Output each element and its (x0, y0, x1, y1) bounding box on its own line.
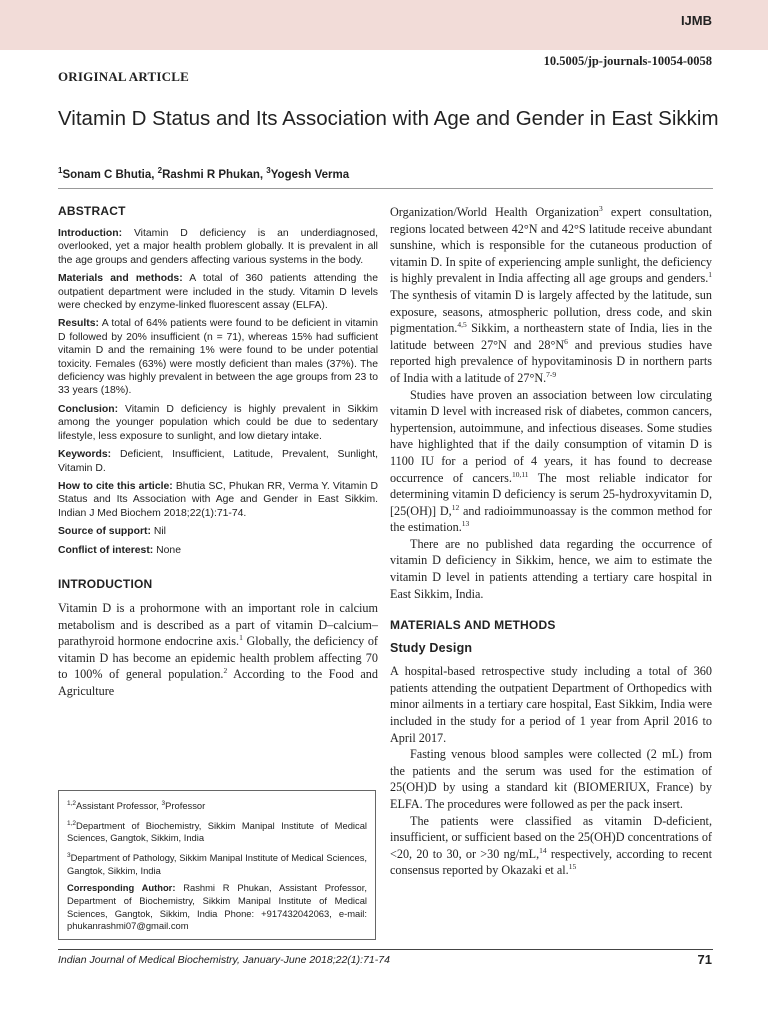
text-run: and radioimmunoassay is the common method for the estimation. (390, 503, 712, 535)
citation-ref: 10,11 (511, 469, 529, 479)
abstract-label: Source of support: (58, 526, 151, 538)
methods-heading: MATERIALS AND METHODS (390, 618, 556, 633)
author-list (58, 166, 349, 181)
text-run: expert consultation, regions located between 42°N and 42°S latitude receive abundant sunshine, which is responsible for the cutaneous production of vitamin D. In spite of experiencing ample sunlight, the deficiency is highly prevalent in India affecting all age groups and genders. (390, 205, 712, 286)
text-run: Professor (165, 800, 206, 812)
introduction-heading: INTRODUCTION (58, 576, 153, 591)
footer-divider (58, 949, 713, 950)
citation-ref: 1 (708, 270, 712, 280)
journal-header-band (0, 0, 768, 50)
abstract-label: Materials and methods: (58, 273, 183, 285)
text-run: and previous studies have reported high prevalence of hypovitaminosis D in northern parts of India with a latitude of 27°N. (390, 337, 712, 385)
affiliation-line (67, 818, 367, 845)
abstract-text: A total of 360 patients attending the outpatient department were included in the study. Vitamin D levels were checked by enzyme-linked fluorescent assay (ELFA). (58, 273, 378, 312)
author-affiliation-mark: 1 (58, 166, 63, 175)
abstract-heading: ABSTRACT (58, 204, 126, 218)
methods-paragraph-2: Fasting venous blood samples were collected (2 mL) from the patients and the serum was used for the estimation of 25(OH)D by using a standard kit (BIOMERIUX, France) by ELFA. The procedures were followed as per the pack insert. (390, 747, 712, 811)
abstract-text: A total of 64% patients were found to be deficient in vitamin D followed by 20% insufficient (n = 71), whereas 15% had sufficient vitamin D and the remaining 1% were found to be under potential toxicity. Females (63%) were mostly deficient than males (37%). The deficiency was highly prevalent in between the age groups from 23 to 33 years (18%). (58, 318, 378, 397)
text-run: Department of Pathology, Sikkim Manipal Institute of Medical Sciences, Gangtok, Sikkim, India (67, 852, 367, 876)
citation-ref: 12 (451, 502, 460, 512)
doi: 10.5005/jp-journals-10054-0058 (543, 54, 712, 68)
introduction-paragraph-1-continued (390, 204, 712, 387)
introduction-paragraph-2 (390, 387, 712, 536)
citation-ref: 1,2 (67, 800, 77, 807)
abstract-text: Vitamin D deficiency is an underdiagnosed, overlooked, yet a major health problem globally. It is prevalent in all the age groups and genders affecting various systems in the body. (58, 228, 378, 266)
author-name: Rashmi R Phukan, (162, 168, 267, 181)
affiliation-box (58, 790, 376, 940)
article-title: Vitamin D Status and Its Association with Age and Gender in East Sikkim (58, 107, 719, 130)
page-number: 71 (697, 952, 712, 967)
citation-ref: 1 (239, 633, 243, 643)
corresponding-author-label: Corresponding Author: (67, 882, 176, 894)
abstract-paragraph (58, 403, 378, 443)
abstract-label: Keywords: (58, 449, 112, 461)
affiliation-line (67, 850, 367, 877)
abstract-text: Bhutia SC, Phukan RR, Verma Y. Vitamin D Status and Its Association with Age and Gender in East Sikkim. Indian J Med Biochem 2018;22(1):71-74. (58, 480, 378, 519)
abstract-text: Vitamin D deficiency is highly prevalent in Sikkim among the younger population which could be due to sedentary lifestyle, less exposure to sunlight, and low dietary intake. (58, 403, 378, 442)
abstract-paragraph (58, 227, 378, 267)
abstract-body (58, 227, 378, 557)
citation-ref: 15 (568, 862, 577, 872)
abstract-paragraph (58, 272, 378, 312)
corresponding-author (67, 882, 367, 932)
citation-ref: 1,2 (67, 819, 77, 827)
left-column (58, 204, 378, 700)
text-run: Sikkim, a northeastern state of India, lies in the latitude between 27°N and 28°N (390, 321, 712, 352)
abstract-paragraph (58, 448, 378, 475)
article-type: ORIGINAL ARTICLE (58, 69, 189, 84)
footer-journal-citation: Indian Journal of Medical Biochemistry, January-June 2018;22(1):71-74 (58, 954, 390, 966)
corresponding-author-details: Rashmi R Phukan, Assistant Professor, Department of Biochemistry, Sikkim Manipal Institute of Medical Sciences, Gangtok, Sikkim, India Phone: +917432042063, e-mail: phukanrashmi07@gmail.com (67, 882, 367, 932)
text-run: The patients were classified as vitamin D-deficient, insufficient, or sufficient based on the 25(OH)D concentrations of <20, 20 to 30, or >30 ng/mL, (390, 813, 712, 861)
abstract-label: How to cite this article: (58, 480, 173, 492)
affiliation-lines (67, 798, 367, 877)
abstract-label: Results: (58, 318, 99, 330)
text-run: Department of Biochemistry, Sikkim Manipal Institute of Medical Sciences, Gangtok, Sikkim, India (67, 819, 367, 844)
affiliation-line (67, 798, 367, 813)
methods-paragraph-1: A hospital-based retrospective study including a total of 360 patients attending the outpatient Department of Orthopedics with minor ailments in a tertiary care hospital, East Sikkim, India were included in the study for a period of 1 year from April 2016 to April 2017. (390, 664, 712, 745)
author-affiliation-mark: 2 (157, 166, 163, 175)
introduction-paragraph-3: There are no published data regarding the occurrence of vitamin D deficiency in Sikkim, hence, we aim to estimate the vitamin D level in patients attending a tertiary care hospital in East Sikkim, India. (390, 536, 712, 601)
abstract-paragraph (58, 544, 378, 557)
methods-paragraph-3 (390, 813, 712, 879)
text-run: According to the Food and Agriculture (58, 667, 378, 698)
text-run: respectively, according to recent consensus reported by Okazaki et al. (390, 846, 712, 878)
text-run: The most reliable indicator for determining vitamin D deficiency is serum 25-hydroxyvitamin D, [25(OH)] D, (390, 470, 712, 518)
author-affiliation-mark: 3 (266, 166, 271, 175)
citation-ref: 2 (223, 666, 228, 676)
author-name: Sonam C Bhutia, (62, 168, 158, 181)
study-design-subheading: Study Design (390, 641, 473, 656)
citation-ref: 3 (67, 852, 71, 860)
introduction-paragraph-1 (58, 600, 378, 700)
abstract-label: Introduction: (58, 228, 123, 239)
citation-ref: 3 (161, 800, 166, 807)
author-name: Yogesh Verma (270, 168, 350, 181)
text-run: Organization/World Health Organization (390, 205, 599, 219)
text-run: Assistant Professor, (76, 800, 162, 812)
text-run: Globally, the deficiency of vitamin D has become an epidemic health problem affecting 70 to 100% of general population. (58, 634, 378, 682)
abstract-text: Deficient, Insufficient, Latitude, Prevalent, Sunlight, Vitamin D. (58, 449, 378, 474)
citation-ref: 7-9 (546, 369, 557, 379)
citation-ref: 13 (461, 519, 470, 529)
text-run: The synthesis of vitamin D is largely affected by the latitude, sun exposure, seasons, atmospheric pollution, dress code, and skin pigmentation. (390, 287, 712, 336)
abstract-label: Conflict of interest: (58, 544, 154, 556)
abstract-paragraph (58, 480, 378, 520)
abstract-paragraph (58, 525, 378, 538)
citation-ref: 3 (599, 203, 603, 213)
title-divider (58, 188, 713, 189)
right-column (390, 204, 712, 879)
citation-ref: 4,5 (457, 320, 467, 330)
citation-ref: 14 (539, 845, 547, 855)
abstract-text: Nil (150, 526, 166, 538)
text-run: Vitamin D is a prohormone with an important role in calcium metabolism and is described as a part of vitamin D–calcium–parathyroid hormone endocrine axis. (58, 600, 378, 649)
text-run: Studies have proven an association between low circulating vitamin D level with increased risk of diabetes, common cancers, hypertension, autoimmune, and infectious diseases. Some studies have highlighted that if the daily consumption of vitamin D is 1100 IU for a period of 4 years, it has found to decrease occurrence of cancers. (390, 387, 712, 485)
abstract-text: None (153, 544, 181, 556)
citation-ref: 6 (564, 336, 568, 346)
abstract-paragraph (58, 317, 378, 397)
abstract-label: Conclusion: (58, 403, 119, 415)
journal-abbreviation: IJMB (680, 13, 712, 28)
